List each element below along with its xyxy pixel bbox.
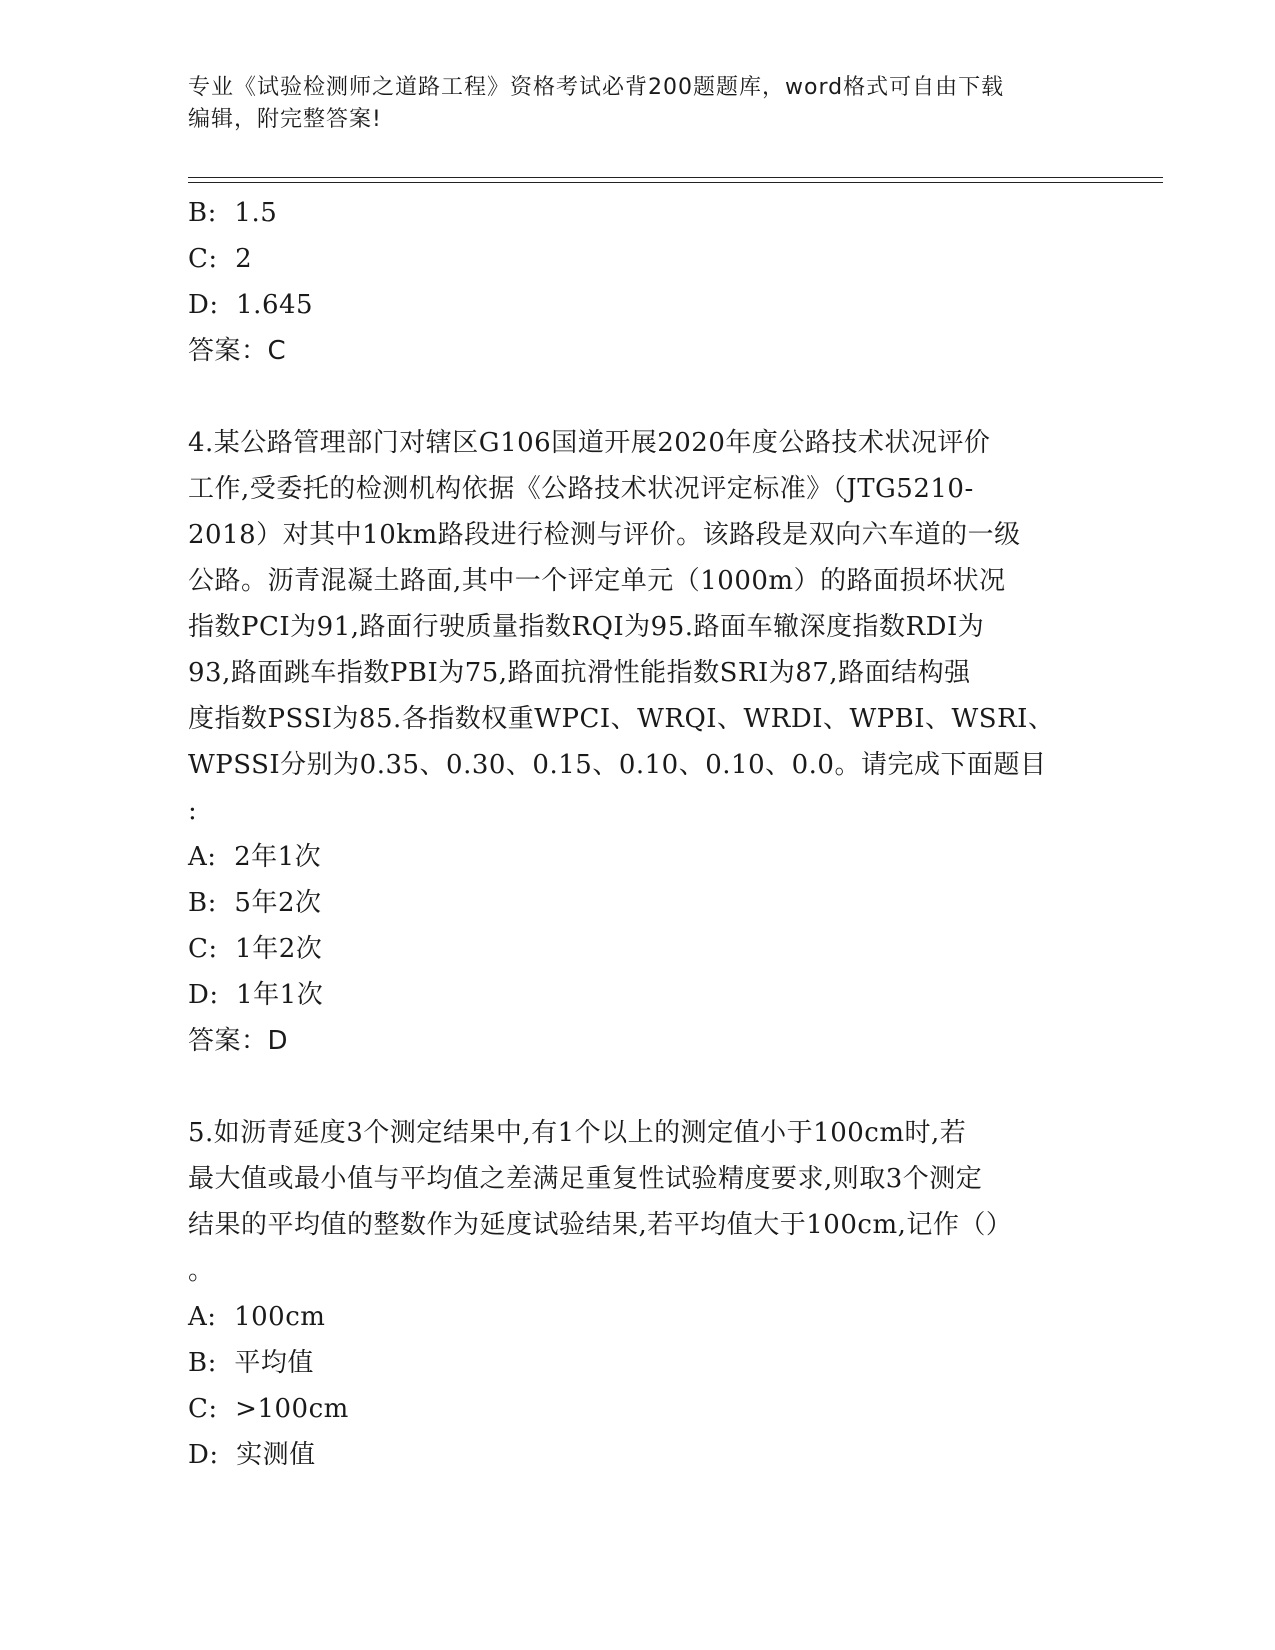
question-text-line: 结果的平均值的整数作为延度试验结果,若平均值大于100cm,记作（） — [188, 1210, 1013, 1240]
header-divider-bottom — [188, 182, 1163, 183]
option-a: A: 100cm — [188, 1302, 326, 1332]
question-text-line: 指数PCI为91,路面行驶质量指数RQI为95.路面车辙深度指数RDI为 — [188, 612, 985, 642]
question-text-line: 5.如沥青延度3个测定结果中,有1个以上的测定值小于100cm时,若 — [188, 1118, 967, 1148]
option-c: C: 2 — [188, 244, 253, 274]
question-text-line: 公路。沥青混凝土路面,其中一个评定单元（1000m）的路面损坏状况 — [188, 566, 1006, 596]
question-text-line: 2018）对其中10km路段进行检测与评价。该路段是双向六车道的一级 — [188, 520, 1021, 550]
header-divider-top — [188, 177, 1163, 178]
question-3 — [188, 190, 1088, 374]
option-d: D: 1年1次 — [188, 980, 324, 1010]
option-b: B: 5年2次 — [188, 888, 322, 918]
question-text-line: 最大值或最小值与平均值之差满足重复性试验精度要求,则取3个测定 — [188, 1164, 983, 1194]
option-b: B: 平均值 — [188, 1348, 314, 1378]
answer-label: 答案：D — [188, 1026, 289, 1056]
question-text-line: WPSSI分别为0.35、0.30、0.15、0.10、0.10、0.0。请完成下面题目 — [188, 750, 1047, 780]
header-title-line-2: 编辑，附完整答案! — [188, 107, 382, 132]
option-c: C: >100cm — [188, 1394, 349, 1424]
option-b: B: 1.5 — [188, 198, 278, 228]
question-content — [188, 190, 1088, 1478]
spacer — [188, 374, 1088, 420]
option-c: C: 1年2次 — [188, 934, 323, 964]
question-5 — [188, 1110, 1088, 1478]
question-text-line: : — [188, 796, 198, 826]
option-a: A: 2年1次 — [188, 842, 322, 872]
option-d: D: 实测值 — [188, 1440, 316, 1470]
question-text-line: 度指数PSSI为85.各指数权重WPCI、WRQI、WRDI、WPBI、WSRI、 — [188, 704, 1055, 734]
option-d: D: 1.645 — [188, 290, 314, 320]
question-text-line: 。 — [188, 1256, 215, 1286]
header-title-line-1: 专业《试验检测师之道路工程》资格考试必背200题题库，word格式可自由下载 — [188, 75, 1005, 100]
spacer — [188, 1064, 1088, 1110]
question-4 — [188, 420, 1088, 1064]
question-text-line: 工作,受委托的检测机构依据《公路技术状况评定标准》（JTG5210- — [188, 474, 974, 504]
document-header — [188, 72, 1088, 136]
answer-label: 答案：C — [188, 336, 287, 366]
question-text-line: 93,路面跳车指数PBI为75,路面抗滑性能指数SRI为87,路面结构强 — [188, 658, 971, 688]
question-text-line: 4.某公路管理部门对辖区G106国道开展2020年度公路技术状况评价 — [188, 428, 991, 458]
